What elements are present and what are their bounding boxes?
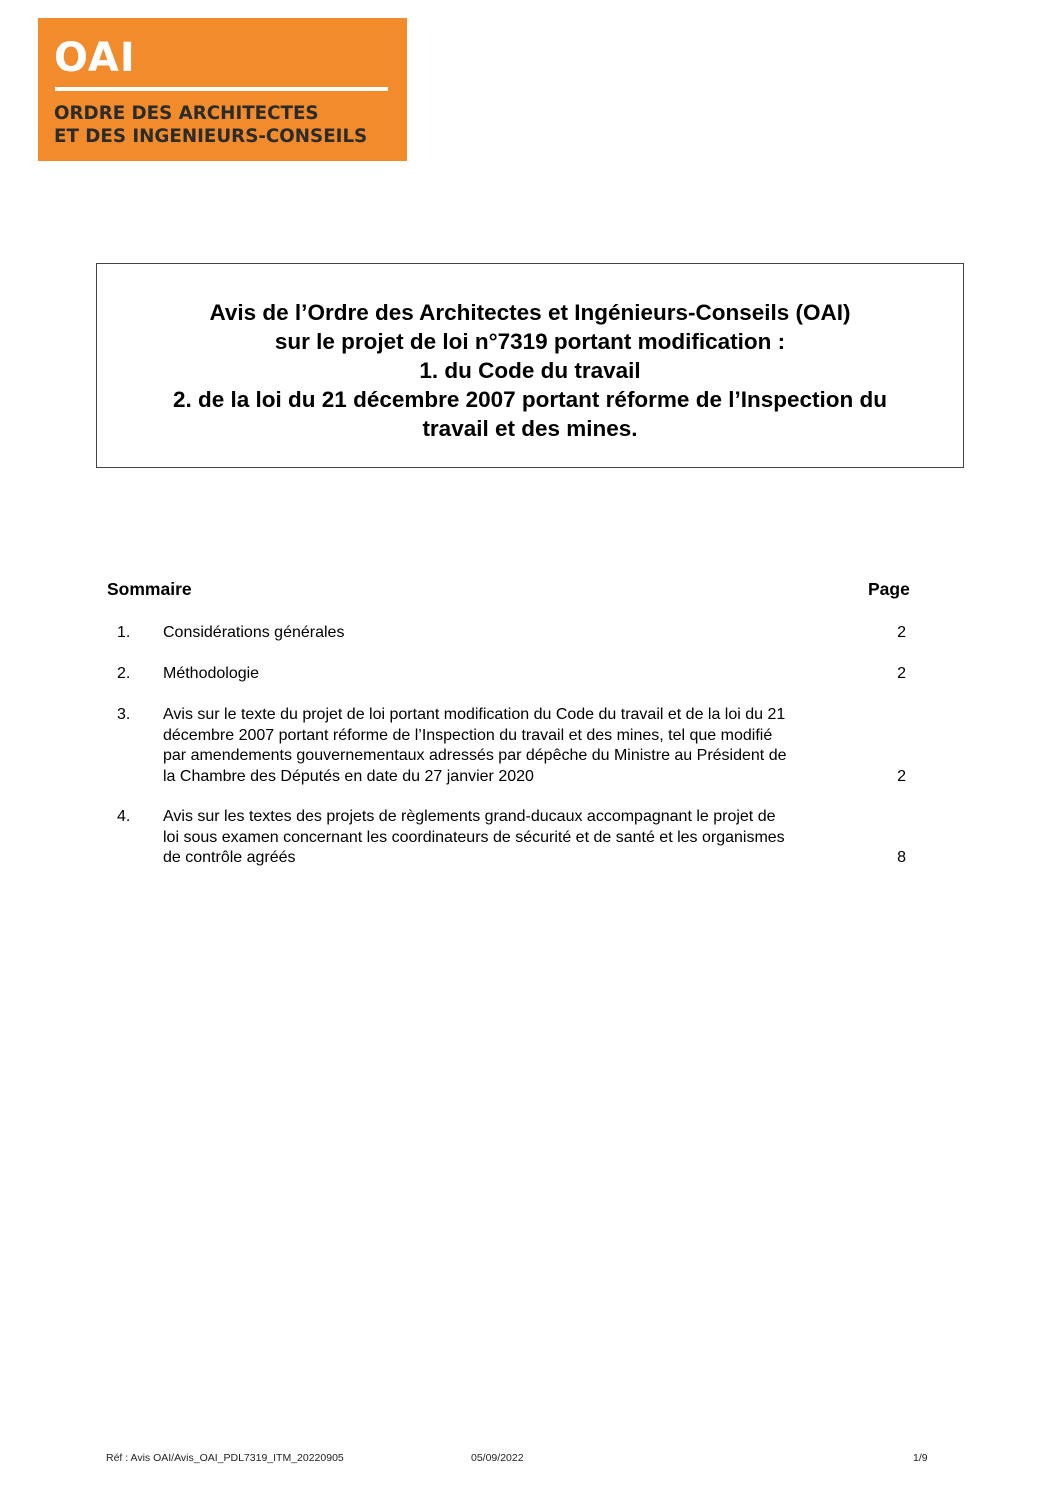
toc-page-heading: Page [868, 579, 910, 599]
toc-item-text [163, 664, 853, 685]
toc-item-text [163, 705, 853, 787]
toc-item-line: la Chambre des Députés en date du 27 janvier 2020 [163, 767, 534, 785]
logo-line-1: ORDRE DES ARCHITECTES [54, 102, 319, 124]
toc-item-page: 2 [897, 624, 906, 641]
title-line: Avis de l’Ordre des Architectes et Ingénieurs-Conseils (OAI) [209, 300, 851, 325]
toc-item-line: décembre 2007 portant réforme de l’Inspection du travail et des mines, tel que modifié [163, 726, 773, 744]
toc-item-number: 3. [117, 706, 131, 723]
toc-item-line: par amendements gouvernementaux adressés par dépêche du Ministre au Président de [163, 747, 787, 764]
logo-rule [55, 87, 388, 91]
document-title [97, 298, 963, 443]
toc-item-number: 2. [117, 665, 131, 682]
title-line: travail et des mines. [422, 416, 638, 441]
footer-date: 05/09/2022 [471, 1452, 524, 1464]
toc-heading: Sommaire [107, 579, 192, 599]
toc-item-line: loi sous examen concernant les coordinateurs de sécurité et de santé et les organismes [163, 828, 785, 846]
toc-item-number: 4. [117, 808, 131, 825]
title-box [96, 263, 964, 468]
toc-item-page: 2 [897, 665, 906, 682]
logo-line-2: ET DES INGENIEURS-CONSEILS [54, 125, 368, 147]
toc-item-number: 1. [117, 624, 131, 641]
toc-item-text [163, 623, 853, 644]
toc-item-line: Méthodologie [163, 665, 260, 682]
footer-reference: Réf : Avis OAI/Avis_OAI_PDL7319_ITM_20220905 [106, 1452, 344, 1464]
toc-item-text [163, 807, 853, 869]
toc-item-line: Avis sur le texte du projet de loi portant modification du Code du travail et de la loi du 21 [163, 706, 786, 723]
logo-mark: OAI [54, 35, 136, 81]
toc-item-page: 8 [897, 849, 906, 866]
toc-item-line: Avis sur les textes des projets de règlements grand-ducaux accompagnant le projet de [163, 808, 776, 825]
toc-item-line: Considérations générales [163, 624, 345, 641]
title-line: 2. de la loi du 21 décembre 2007 portant réforme de l’Inspection du [173, 387, 887, 412]
toc-item-page: 2 [897, 767, 906, 785]
oai-logo [38, 18, 407, 161]
toc-item-line: de contrôle agréés [163, 849, 296, 866]
title-line: 1. du Code du travail [419, 358, 641, 383]
footer-page-number: 1/9 [913, 1452, 928, 1464]
title-line: sur le projet de loi n°7319 portant modification : [274, 329, 786, 354]
